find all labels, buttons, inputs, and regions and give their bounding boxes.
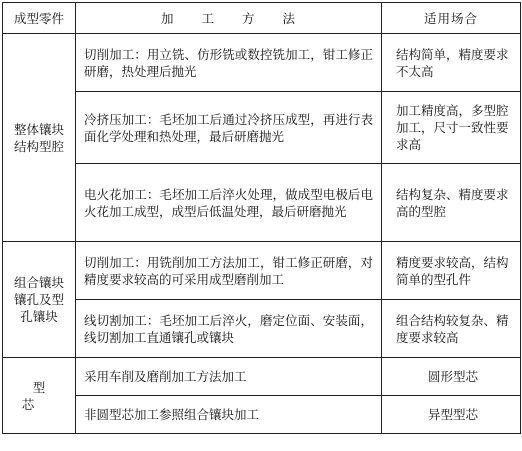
method-cell: 采用车削及磨削加工方法加工 [76,358,382,396]
use-cell: 加工精度高，多型腔加工，尺寸一致性要求高 [382,92,521,164]
part-cell-integral-cavity: 整体镶块 结构型腔 [3,34,76,242]
use-cell: 结构复杂、精度要求高的型腔 [382,164,521,242]
use-cell: 精度要求较高，结构简单的型孔件 [382,242,521,300]
method-cell: 非圆型芯加工参照组合镶块加工 [76,396,382,434]
table-row [3,300,521,358]
header-method: 加 工 方 法 [76,3,382,34]
table-row [3,92,521,164]
table-row [3,164,521,242]
table-row [3,34,521,92]
machining-methods-table [2,2,521,434]
method-cell: 切削加工：用铣削加工方法加工，钳工修正研磨，对精度要求较高的可采用成型磨削加工 [76,242,382,300]
use-cell: 异型型芯 [382,396,521,434]
method-cell: 切削加工：用立铣、仿形铣或数控铣加工，钳工修正研磨，热处理后抛光 [76,34,382,92]
method-cell: 冷挤压加工：毛坯加工后通过冷挤压成型，再进行表面化学处理和热处理，最后研磨抛光 [76,92,382,164]
part-cell-combined-insert: 组合镶块 镶孔及型 孔镶块 [3,242,76,358]
header-part: 成型零件 [3,3,76,34]
table-row [3,358,521,396]
use-cell: 结构简单，精度要求不太高 [382,34,521,92]
use-cell: 圆形型芯 [382,358,521,396]
table-row [3,396,521,434]
part-cell-core: 型芯 [3,358,76,434]
method-cell: 线切割加工：毛坯加工后淬火，磨定位面、安装面，线切割加工直通镶孔或镶块 [76,300,382,358]
table-row [3,242,521,300]
header-use: 适用场合 [382,3,521,34]
method-cell: 电火花加工：毛坯加工后淬火处理，做成型电极后电火花加工成型，成型后低温处理，最后研磨抛光 [76,164,382,242]
use-cell: 组合结构较复杂、精度要求较高 [382,300,521,358]
process-table-frame [2,2,520,449]
table-header-row [3,3,521,34]
